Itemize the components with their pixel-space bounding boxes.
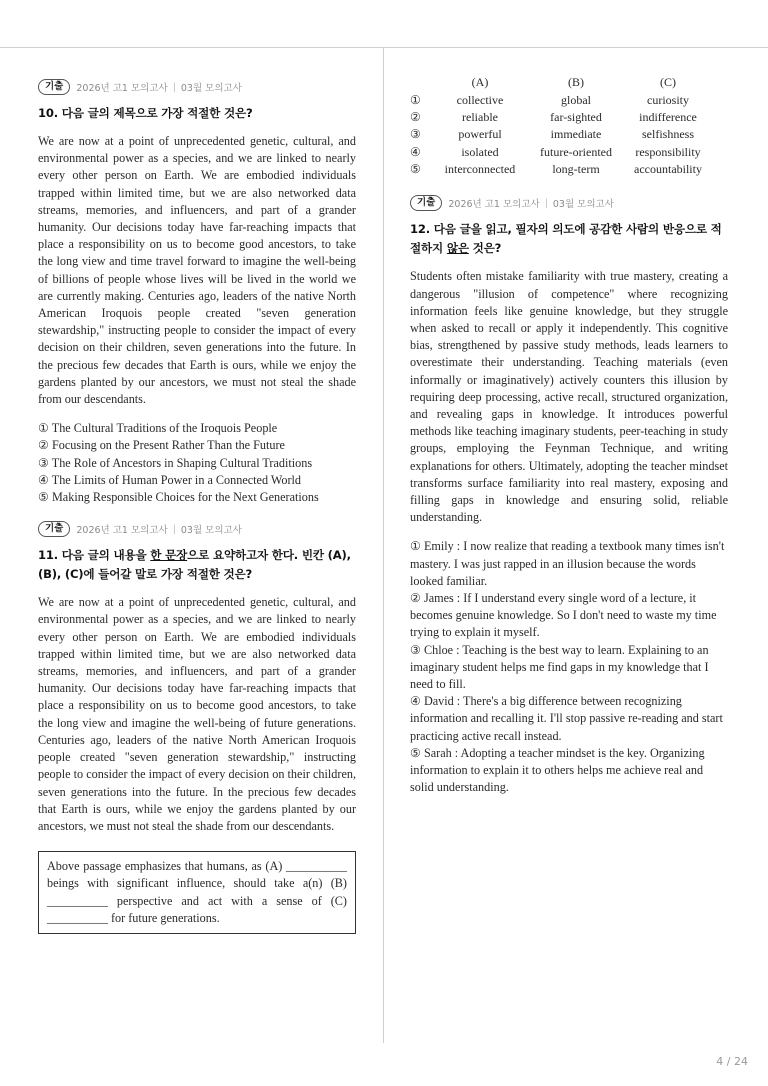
right-column <box>410 75 728 796</box>
table-cell: reliable <box>462 109 498 124</box>
answer-choice-4[interactable]: ④ The Limits of Human Power in a Connected World <box>38 472 302 487</box>
choice-number: ④ <box>410 144 421 159</box>
table-header-b: (B) <box>568 75 584 90</box>
table-cell: collective <box>456 92 504 107</box>
past-exam-badge: 기출 <box>410 195 442 211</box>
table-row[interactable] <box>410 126 716 143</box>
choice-number: ① <box>410 92 421 107</box>
source-tag-row <box>38 520 356 538</box>
source-year: 2026년 고1 모의고사 <box>448 199 540 211</box>
table-header-c: (C) <box>660 75 676 90</box>
question-title <box>410 220 728 258</box>
source-month: 03월 모의고사 <box>180 83 242 94</box>
table-cell: curiosity <box>647 92 689 107</box>
table-cell: global <box>561 92 591 107</box>
table-cell: far-sighted <box>550 109 602 124</box>
table-row[interactable] <box>410 144 716 161</box>
table-row[interactable] <box>410 161 716 178</box>
answer-table <box>410 74 716 178</box>
answer-choice-4[interactable]: ④ David : There's a big difference between recognizing information and recalling it. I'll stop passive re-reading and start practicing active recall instead. <box>410 694 723 743</box>
passage-text: We are now at a point of unprecedented genetic, cultural, and environmental power as a species, and we are linked to nearly every other person on Earth. We are embodied individuals trapped within limited time, but we are also networked data streams, memories, and influencers, and part of a grander humanity. Our decisions today have far-reaching impacts that place a responsibility on us to become good ancestors, to take the long view and time travel forward to imagine the well-being of billions of people whose lives will be lived in the world we are currently making. Centuries ago, leaders of the native North American Iroquois people created "seven generation stewardship," instructing people to consider the impact of every decision on their children, seven generations into the future. In the precious few decades that Earth is ours, while we enjoy the gardens planted by our ancestors, we must not steal the shade from our descendants. <box>38 134 356 407</box>
table-cell <box>410 74 428 91</box>
question-title: 10. 다음 글의 제목으로 가장 적절한 것은? <box>38 106 253 120</box>
question-11 <box>38 520 356 934</box>
passage-text: We are now at a point of unprecedented genetic, cultural, and environmental power as a species, and we are linked to nearly every other person on Earth. We are embodied individuals trapped within limited time, but we are also networked data streams, memories, and influencers, and part of a grander humanity. Our decisions today have far-reaching impacts that place a responsibility on us to become good ancestors, to take the long view and imagine the well-being of future generations. Centuries ago, leaders of the native North American Iroquois people created "seven generation stewardship," instructing people to consider the impact of every decision on their children, seven generations into the future. In the precious few decades that Earth is ours, while we enjoy the gardens planted by our ancestors, we must not steal the shade from our descendants. <box>38 595 356 833</box>
table-cell: isolated <box>461 144 499 159</box>
past-exam-badge: 기출 <box>38 521 70 537</box>
answer-choices <box>410 538 728 796</box>
table-cell: responsibility <box>635 144 701 159</box>
table-cell: selfishness <box>642 127 694 142</box>
source-tag-row <box>38 78 356 96</box>
title-start: 12. 다음 글을 읽고, 필자의 의도에 공감한 사람의 반응으로 적절하지 <box>410 222 722 256</box>
left-column <box>38 78 356 934</box>
table-cell: immediate <box>550 127 602 142</box>
choice-number: ⑤ <box>410 162 421 177</box>
tag-separator: | <box>172 523 176 535</box>
source-month: 03월 모의고사 <box>552 199 614 211</box>
table-cell: long-term <box>552 162 600 177</box>
table-row[interactable] <box>410 109 716 126</box>
title-end: 으로 요약하고자 한다. 빈칸 (A), (B), (C)에 들어갈 말로 가장 적절한 것은? <box>38 548 351 582</box>
answer-choice-3[interactable]: ③ Chloe : Teaching is the best way to learn. Explaining to an imaginary student helps me find gaps in my knowledge that I need to fill. <box>410 642 709 692</box>
table-row[interactable] <box>410 91 716 108</box>
table-cell: future-oriented <box>540 144 612 159</box>
source-year: 2026년 고1 모의고사 <box>76 83 168 94</box>
title-underlined: 한 문장 <box>150 548 188 563</box>
column-divider <box>383 48 384 1043</box>
table-cell: accountability <box>634 162 702 177</box>
question-title <box>38 546 356 584</box>
summary-box: Above passage emphasizes that humans, as (A) __________ beings with significant influence, should take a(n) (B) __________ perspective and act with a sense of (C) __________ for future generations. <box>38 851 356 934</box>
tag-separator: | <box>172 81 176 93</box>
tag-separator: | <box>544 197 548 209</box>
answer-choice-3[interactable]: ③ The Role of Ancestors in Shaping Cultural Traditions <box>38 455 313 470</box>
table-header-row <box>410 74 716 91</box>
question-12 <box>410 194 728 796</box>
title-start: 11. 다음 글의 내용을 <box>38 548 151 563</box>
title-underlined: 않은 <box>446 241 469 256</box>
choice-number: ② <box>410 109 421 124</box>
table-cell: interconnected <box>444 162 516 177</box>
answer-choice-5[interactable]: ⑤ Sarah : Adopting a teacher mindset is the key. Organizing information to explain it to others helps me achieve real and solid understanding. <box>410 745 705 795</box>
answer-choice-2[interactable]: ② James : If I understand every single word of a lecture, it becomes genuine knowledge. So I don't need to waste my time trying to explain it myself. <box>410 591 717 640</box>
table-header-a: (A) <box>471 75 489 90</box>
title-end: 것은? <box>468 241 502 256</box>
source-month: 03월 모의고사 <box>180 525 242 537</box>
answer-choice-5[interactable]: ⑤ Making Responsible Choices for the Next Generations <box>38 490 319 505</box>
choice-number: ③ <box>410 127 421 142</box>
page-number: 4 / 24 <box>716 1055 748 1068</box>
table-cell: powerful <box>458 127 502 142</box>
source-tag-row <box>410 194 728 212</box>
question-10 <box>38 78 356 506</box>
answer-choice-2[interactable]: ② Focusing on the Present Rather Than the Future <box>38 438 285 453</box>
answer-choices <box>38 420 356 506</box>
past-exam-badge: 기출 <box>38 79 70 95</box>
passage-text: Students often mistake familiarity with true mastery, creating a dangerous "illusion of competence" where recognizing information feels like genuine knowledge, but they struggle when asked to recall or apply it independently. This cognitive bias, strengthened by passive study methods, leads learners to overestimate their understanding. Teaching materials (even informally or imaginatively) actively counters this illusion by requiring deep processing, active recall, structured organization, and revealing gaps in knowledge. It introduces powerful methods like teaching imaginary students, peer-teaching in study groups, employing the Feynman Technique, and writing explanations for others. Ultimately, adopting the teacher mindset transforms surface familiarity into real mastery, exposing and filling gaps in knowledge and ensuring solid, reliable understanding. <box>410 269 728 525</box>
answer-choice-1[interactable]: ① The Cultural Traditions of the Iroquois People <box>38 421 278 436</box>
header-rule <box>0 47 768 48</box>
table-cell: indifference <box>639 109 697 124</box>
answer-choice-1[interactable]: ① Emily : I now realize that reading a textbook many times isn't mastery. I was just rapped in an illusion because the words looked familiar. <box>410 539 725 588</box>
source-year: 2026년 고1 모의고사 <box>76 525 168 537</box>
